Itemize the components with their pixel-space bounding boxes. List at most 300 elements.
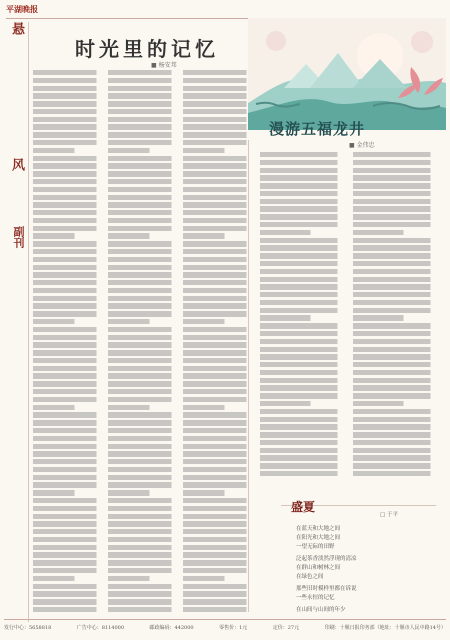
text-line bbox=[183, 109, 257, 114]
text-line bbox=[33, 335, 107, 340]
text-line bbox=[108, 381, 182, 386]
section-bottom-label: 副刊 bbox=[12, 226, 25, 248]
text-line bbox=[108, 218, 182, 223]
text-line bbox=[33, 366, 107, 371]
text-line bbox=[33, 70, 107, 75]
text-line bbox=[183, 272, 257, 277]
text-line bbox=[108, 187, 182, 192]
text-line bbox=[183, 475, 257, 480]
poem-line-5: 在群山和树林之间 bbox=[296, 565, 341, 571]
right-article-column-1 bbox=[260, 152, 350, 478]
right-article-byline: ■ 金伟忠 bbox=[349, 142, 375, 149]
text-line bbox=[183, 389, 257, 394]
text-line bbox=[108, 311, 182, 316]
text-line bbox=[183, 397, 257, 402]
text-line bbox=[260, 245, 350, 250]
left-article-column-1 bbox=[33, 70, 107, 618]
text-line bbox=[183, 405, 231, 410]
text-line bbox=[183, 584, 257, 589]
text-line bbox=[33, 156, 107, 161]
text-line bbox=[108, 358, 182, 363]
text-line bbox=[33, 140, 107, 145]
text-line bbox=[108, 296, 182, 301]
poem-line-3: 一望无际的田野 bbox=[296, 544, 335, 550]
text-line bbox=[33, 101, 107, 106]
text-line bbox=[260, 214, 350, 219]
text-line bbox=[183, 210, 257, 215]
text-line bbox=[183, 179, 257, 184]
text-line bbox=[108, 93, 182, 98]
text-line bbox=[183, 195, 257, 200]
text-line bbox=[260, 362, 350, 367]
text-line bbox=[33, 412, 107, 417]
text-line bbox=[108, 467, 182, 472]
text-line bbox=[260, 347, 350, 352]
text-line bbox=[260, 339, 350, 344]
text-line bbox=[183, 342, 257, 347]
text-line bbox=[353, 206, 443, 211]
text-line bbox=[33, 132, 107, 137]
text-line bbox=[260, 393, 350, 398]
text-line bbox=[260, 331, 350, 336]
text-line bbox=[260, 401, 319, 406]
text-line bbox=[353, 183, 443, 188]
text-line bbox=[353, 253, 443, 258]
text-line bbox=[108, 327, 182, 332]
text-line bbox=[353, 277, 443, 282]
text-line bbox=[183, 451, 257, 456]
text-line bbox=[108, 265, 182, 270]
text-line bbox=[260, 308, 350, 313]
text-line bbox=[33, 506, 107, 511]
text-line bbox=[183, 506, 257, 511]
poem-line-1: 在蓝天和大地之间 bbox=[296, 526, 341, 532]
text-line bbox=[353, 191, 443, 196]
text-line bbox=[108, 148, 156, 153]
text-line bbox=[108, 568, 182, 573]
text-line bbox=[183, 233, 231, 238]
text-line bbox=[260, 292, 350, 297]
text-line bbox=[33, 218, 107, 223]
text-line bbox=[183, 280, 257, 285]
text-line bbox=[353, 323, 443, 328]
text-line bbox=[183, 591, 257, 596]
text-line bbox=[183, 187, 257, 192]
text-line bbox=[108, 124, 182, 129]
left-article-column-3 bbox=[183, 70, 257, 618]
text-line bbox=[183, 78, 257, 83]
text-line bbox=[183, 521, 257, 526]
text-line bbox=[33, 568, 107, 573]
text-line bbox=[183, 358, 257, 363]
text-line bbox=[33, 327, 107, 332]
text-line bbox=[353, 378, 443, 383]
text-line bbox=[108, 195, 182, 200]
text-line bbox=[108, 280, 182, 285]
text-line bbox=[33, 78, 107, 83]
text-line bbox=[353, 432, 443, 437]
masthead-bar bbox=[6, 4, 444, 19]
text-line bbox=[108, 249, 182, 254]
text-line bbox=[33, 381, 107, 386]
text-line bbox=[33, 498, 107, 503]
text-line bbox=[260, 323, 350, 328]
text-line bbox=[33, 459, 107, 464]
text-line bbox=[33, 552, 107, 557]
text-line bbox=[108, 498, 182, 503]
text-line bbox=[33, 576, 81, 581]
text-line bbox=[353, 245, 443, 250]
text-line bbox=[33, 420, 107, 425]
text-line bbox=[33, 560, 107, 565]
text-line bbox=[108, 607, 182, 612]
text-line bbox=[108, 109, 182, 114]
text-line bbox=[183, 93, 257, 98]
poem-line-2: 在阳光和大地之间 bbox=[296, 535, 341, 541]
text-line bbox=[183, 444, 257, 449]
landscape-illustration-svg bbox=[248, 18, 446, 130]
footer-center-2: 邮政编码：442000 bbox=[149, 624, 194, 631]
text-line bbox=[260, 448, 350, 453]
text-line bbox=[108, 78, 182, 83]
text-line bbox=[183, 412, 257, 417]
footer-left: 发行中心：5658818 bbox=[4, 624, 52, 631]
text-line bbox=[33, 163, 107, 168]
text-line bbox=[353, 300, 443, 305]
text-line bbox=[183, 249, 257, 254]
text-line bbox=[183, 420, 257, 425]
text-line bbox=[183, 156, 257, 161]
text-line bbox=[260, 230, 319, 235]
text-line bbox=[33, 210, 107, 215]
text-line bbox=[260, 378, 350, 383]
text-line bbox=[108, 584, 182, 589]
text-line bbox=[33, 451, 107, 456]
text-line bbox=[183, 482, 257, 487]
text-line bbox=[33, 521, 107, 526]
text-line bbox=[33, 444, 107, 449]
text-line bbox=[183, 428, 257, 433]
text-line bbox=[353, 424, 443, 429]
text-line bbox=[108, 506, 182, 511]
section-mid-label: 风 bbox=[9, 158, 24, 171]
text-line bbox=[108, 342, 182, 347]
text-line bbox=[260, 269, 350, 274]
poem-line-4: 泛起茶香淡然浮现的清凉 bbox=[296, 556, 357, 562]
text-line bbox=[353, 370, 443, 375]
text-line bbox=[33, 436, 107, 441]
text-line bbox=[260, 238, 350, 243]
text-line bbox=[108, 140, 182, 145]
text-line bbox=[353, 471, 443, 476]
text-line bbox=[353, 152, 443, 157]
text-line bbox=[183, 560, 257, 565]
text-line bbox=[260, 222, 350, 227]
text-line bbox=[33, 358, 107, 363]
footer-bar bbox=[4, 619, 446, 634]
footer-center-3: 零售价：1元 bbox=[219, 624, 248, 631]
text-line bbox=[33, 109, 107, 114]
text-line bbox=[260, 300, 350, 305]
text-line bbox=[183, 140, 257, 145]
text-line bbox=[353, 440, 443, 445]
text-line bbox=[183, 202, 257, 207]
text-line bbox=[353, 315, 412, 320]
text-line bbox=[183, 366, 257, 371]
text-line bbox=[108, 436, 182, 441]
text-line bbox=[33, 272, 107, 277]
text-line bbox=[183, 132, 257, 137]
text-line bbox=[108, 366, 182, 371]
text-line bbox=[108, 210, 182, 215]
text-line bbox=[183, 288, 257, 293]
text-line bbox=[260, 432, 350, 437]
text-line bbox=[260, 199, 350, 204]
text-line bbox=[108, 257, 182, 262]
text-line bbox=[33, 265, 107, 270]
paper-name: 平湖晚报 bbox=[6, 4, 38, 14]
text-line bbox=[183, 467, 257, 472]
footer-center-1: 广告中心：8114000 bbox=[76, 624, 125, 631]
text-line bbox=[33, 405, 81, 410]
text-line bbox=[108, 163, 182, 168]
text-line bbox=[353, 417, 443, 422]
text-line bbox=[33, 171, 107, 176]
text-line bbox=[183, 545, 257, 550]
text-line bbox=[33, 93, 107, 98]
text-line bbox=[183, 124, 257, 129]
text-line bbox=[183, 436, 257, 441]
text-line bbox=[33, 280, 107, 285]
text-line bbox=[108, 389, 182, 394]
text-line bbox=[353, 448, 443, 453]
right-article-title: 漫游五福龙井 bbox=[269, 120, 366, 138]
text-line bbox=[183, 327, 257, 332]
text-line bbox=[183, 241, 257, 246]
text-line bbox=[183, 70, 257, 75]
text-line bbox=[33, 179, 107, 184]
text-line bbox=[353, 238, 443, 243]
text-line bbox=[353, 269, 443, 274]
text-line bbox=[108, 451, 182, 456]
text-line bbox=[33, 117, 107, 122]
text-line bbox=[183, 552, 257, 557]
text-line bbox=[353, 393, 443, 398]
text-line bbox=[108, 482, 182, 487]
text-line bbox=[183, 576, 231, 581]
poem-box bbox=[281, 500, 436, 616]
text-line bbox=[108, 412, 182, 417]
text-line bbox=[260, 471, 350, 476]
text-line bbox=[353, 331, 443, 336]
text-line bbox=[353, 222, 443, 227]
text-line bbox=[108, 405, 156, 410]
text-line bbox=[260, 253, 350, 258]
text-line bbox=[108, 599, 182, 604]
text-line bbox=[183, 459, 257, 464]
text-line bbox=[260, 160, 350, 165]
poem-author: □ 于平 bbox=[380, 512, 398, 518]
text-line bbox=[183, 86, 257, 91]
text-line bbox=[108, 132, 182, 137]
text-line bbox=[108, 335, 182, 340]
text-line bbox=[108, 179, 182, 184]
text-line bbox=[260, 455, 350, 460]
text-line bbox=[353, 214, 443, 219]
text-line bbox=[353, 261, 443, 266]
text-line bbox=[183, 148, 231, 153]
text-line bbox=[108, 233, 156, 238]
text-line bbox=[33, 124, 107, 129]
right-article-column-2 bbox=[353, 152, 443, 478]
text-line bbox=[353, 230, 412, 235]
text-line bbox=[260, 440, 350, 445]
text-line bbox=[353, 409, 443, 414]
landscape-illustration bbox=[248, 18, 446, 130]
text-line bbox=[108, 288, 182, 293]
text-line bbox=[353, 284, 443, 289]
text-line bbox=[183, 311, 257, 316]
poem-line-8: 一些永恒的记忆 bbox=[296, 595, 335, 601]
text-line bbox=[183, 218, 257, 223]
text-line bbox=[183, 303, 257, 308]
text-line bbox=[183, 373, 257, 378]
text-line bbox=[33, 537, 107, 542]
poem-line-7: 那些旧时模样里都在诉说 bbox=[296, 586, 357, 592]
text-line bbox=[108, 241, 182, 246]
text-line bbox=[183, 101, 257, 106]
text-line bbox=[108, 552, 182, 557]
text-line bbox=[33, 187, 107, 192]
text-line bbox=[183, 529, 257, 534]
text-line bbox=[353, 199, 443, 204]
text-line bbox=[108, 303, 182, 308]
text-line bbox=[108, 529, 182, 534]
text-line bbox=[353, 339, 443, 344]
text-line bbox=[353, 455, 443, 460]
text-line bbox=[108, 171, 182, 176]
text-line bbox=[353, 401, 412, 406]
text-line bbox=[33, 86, 107, 91]
left-article-column-2 bbox=[108, 70, 182, 618]
text-line bbox=[353, 385, 443, 390]
text-line bbox=[183, 319, 231, 324]
text-line bbox=[33, 428, 107, 433]
text-line bbox=[33, 475, 107, 480]
text-line bbox=[183, 226, 257, 231]
text-line bbox=[108, 226, 182, 231]
text-line bbox=[33, 148, 81, 153]
text-line bbox=[260, 284, 350, 289]
text-line bbox=[108, 545, 182, 550]
text-line bbox=[260, 409, 350, 414]
text-line bbox=[183, 599, 257, 604]
text-line bbox=[33, 249, 107, 254]
text-line bbox=[33, 296, 107, 301]
text-line bbox=[108, 202, 182, 207]
text-line bbox=[33, 342, 107, 347]
text-line bbox=[33, 490, 81, 495]
text-line bbox=[33, 233, 81, 238]
text-line bbox=[353, 362, 443, 367]
text-line bbox=[183, 335, 257, 340]
text-line bbox=[260, 168, 350, 173]
text-line bbox=[108, 397, 182, 402]
poem-line-9: 在山间与山间的年少 bbox=[296, 607, 346, 613]
text-line bbox=[353, 292, 443, 297]
text-line bbox=[260, 315, 319, 320]
poem-line-6: 在绿色之间 bbox=[296, 574, 324, 580]
text-line bbox=[108, 373, 182, 378]
text-line bbox=[108, 117, 182, 122]
text-line bbox=[108, 521, 182, 526]
text-line bbox=[183, 537, 257, 542]
text-line bbox=[260, 370, 350, 375]
footer-right: 定价：27元 bbox=[272, 624, 300, 631]
text-line bbox=[183, 171, 257, 176]
text-line bbox=[260, 277, 350, 282]
left-article-title: 时光里的记忆 bbox=[75, 37, 219, 61]
text-line bbox=[260, 385, 350, 390]
text-line bbox=[353, 347, 443, 352]
text-line bbox=[183, 381, 257, 386]
text-line bbox=[183, 568, 257, 573]
text-line bbox=[33, 350, 107, 355]
text-line bbox=[183, 490, 231, 495]
text-line bbox=[260, 191, 350, 196]
text-line bbox=[33, 591, 107, 596]
text-line bbox=[353, 175, 443, 180]
text-line bbox=[108, 591, 182, 596]
text-line bbox=[108, 350, 182, 355]
text-line bbox=[260, 463, 350, 468]
text-line bbox=[260, 183, 350, 188]
text-line bbox=[183, 514, 257, 519]
text-line bbox=[33, 195, 107, 200]
text-line bbox=[260, 424, 350, 429]
text-line bbox=[353, 354, 443, 359]
text-line bbox=[33, 373, 107, 378]
text-line bbox=[260, 261, 350, 266]
text-line bbox=[33, 599, 107, 604]
text-line bbox=[353, 160, 443, 165]
text-line bbox=[108, 576, 156, 581]
text-line bbox=[108, 490, 156, 495]
text-line bbox=[260, 417, 350, 422]
text-line bbox=[183, 257, 257, 262]
text-line bbox=[33, 257, 107, 262]
text-line bbox=[108, 101, 182, 106]
text-line bbox=[260, 175, 350, 180]
text-line bbox=[108, 272, 182, 277]
text-line bbox=[108, 86, 182, 91]
text-line bbox=[183, 296, 257, 301]
text-line bbox=[353, 168, 443, 173]
section-rail bbox=[4, 22, 29, 622]
text-line bbox=[33, 226, 107, 231]
text-line bbox=[183, 265, 257, 270]
text-line bbox=[33, 482, 107, 487]
text-line bbox=[33, 389, 107, 394]
text-line bbox=[353, 308, 443, 313]
text-line bbox=[108, 444, 182, 449]
text-line bbox=[108, 514, 182, 519]
text-line bbox=[183, 163, 257, 168]
text-line bbox=[108, 475, 182, 480]
text-line bbox=[33, 529, 107, 534]
text-line bbox=[33, 241, 107, 246]
text-line bbox=[33, 467, 107, 472]
